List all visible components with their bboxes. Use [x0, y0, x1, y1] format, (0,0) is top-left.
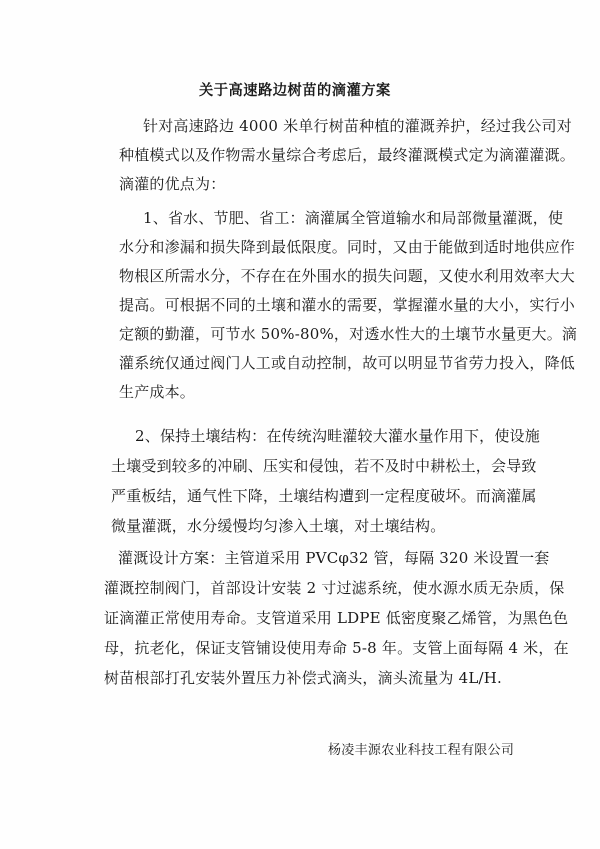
point2-line: 土壤受到较多的冲刷、压实和侵蚀，若不及时中耕松土，会导致	[111, 457, 537, 475]
point1-line: 水分和渗漏和损失降到最低限度。同时，又由于能做到适时地供应作	[119, 238, 576, 256]
document-title: 关于高速路边树苗的滴灌方案	[199, 82, 391, 99]
intro-line: 滴灌的优点为：	[119, 175, 226, 193]
point1-line: 1、省水、节肥、省工：滴灌属全管道输水和局部微量灌溉，使	[143, 209, 564, 227]
design-line: 灌溉控制阀门，首部设计安装 2 寸过滤系统，使水源水质无杂质，保	[104, 579, 565, 597]
design-line: 树苗根部打孔安装外置压力补偿式滴头，滴头流量为 4L/H.	[104, 669, 502, 687]
point1-line: 定额的勤灌，可节水 50%-80%，对透水性大的土壤节水量更大。滴	[119, 325, 578, 343]
point1-line: 物根区所需水分，不存在在外围水的损失问题，又使水利用效率大大	[119, 267, 576, 285]
point1-line: 提高。可根据不同的土壤和灌水的需要，掌握灌水量的大小，实行小	[119, 296, 576, 314]
point2-line: 2、保持土壤结构：在传统沟畦灌较大灌水量作用下，使设施	[135, 427, 540, 445]
company-signature: 杨凌丰源农业科技工程有限公司	[328, 743, 515, 758]
intro-line: 种植模式以及作物需水量综合考虑后，最终灌溉模式定为滴灌灌溉。	[119, 146, 576, 164]
design-line: 证滴灌正常使用寿命。支管道采用 LDPE 低密度聚乙烯管，为黑色色	[104, 609, 569, 627]
intro-line: 针对高速路边 4000 米单行树苗种植的灌溉养护，经过我公司对	[143, 117, 572, 135]
design-line: 母，抗老化，保证支管铺设使用寿命 5-8 年。支管上面每隔 4 米，在	[104, 639, 569, 657]
design-line: 灌溉设计方案：主管道采用 PVCφ32 管，每隔 320 米设置一套	[118, 549, 550, 567]
point2-line: 微量灌溉，水分缓慢均匀渗入土壤，对土壤结构。	[111, 517, 446, 535]
point1-line: 生产成本。	[119, 383, 196, 401]
point2-line: 严重板结，通气性下降，土壤结构遭到一定程度破坏。而滴灌属	[111, 487, 537, 505]
point1-line: 灌系统仅通过阀门人工或自动控制，故可以明显节省劳力投入，降低	[119, 354, 576, 372]
